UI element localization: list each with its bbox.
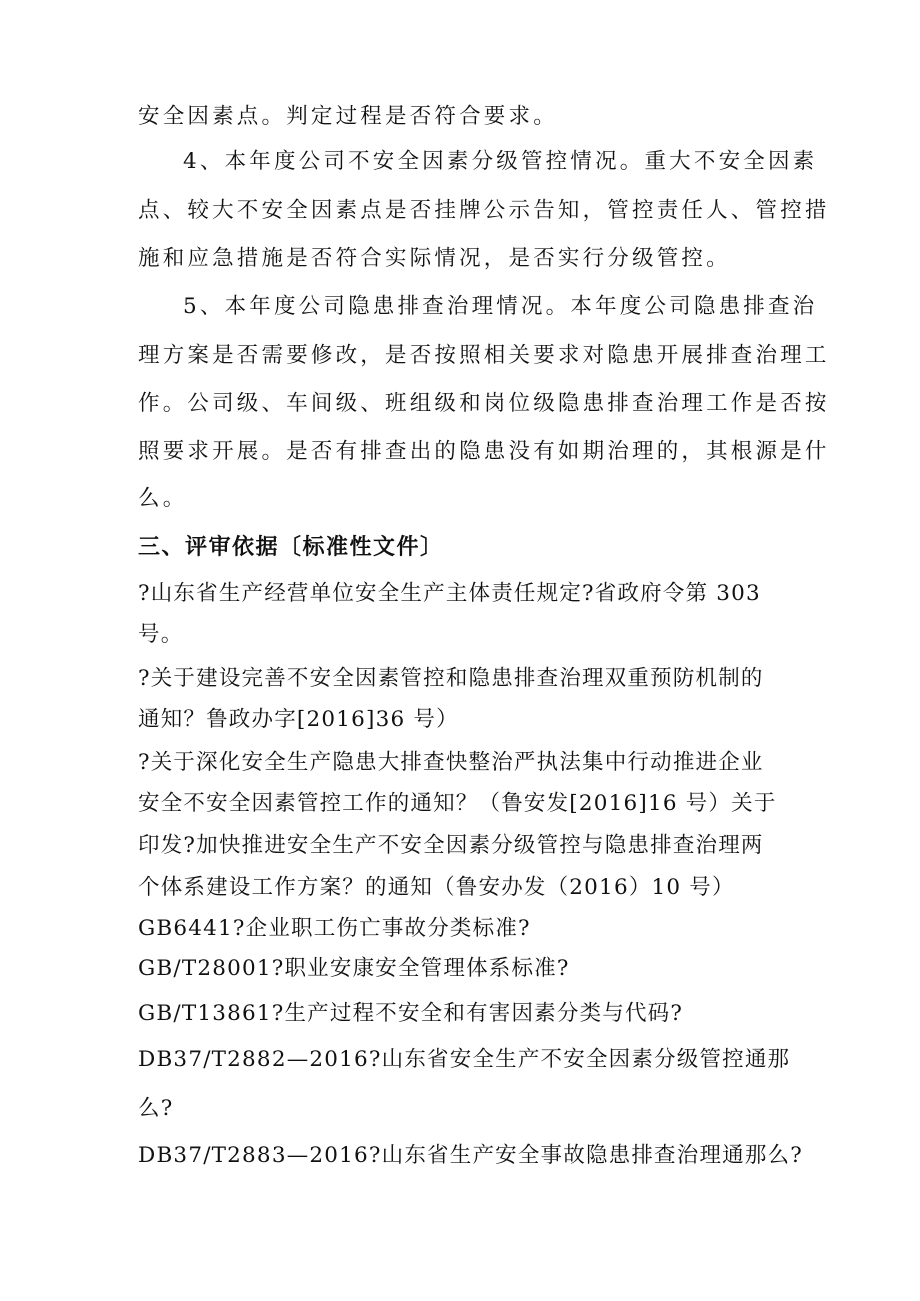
reference-line: DB37/T2882—2016?山东省安全生产不安全因素分级管控通那 [138,1047,791,1072]
reference-line: 印发?加快推进安全生产不安全因素分级管控与隐患排查治理两 [138,833,764,858]
paragraph-5-line-3: 作。公司级、车间级、班组级和岗位级隐患排查治理工作是否按 [138,391,830,416]
reference-line: DB37/T2883—2016?山东省生产安全事故隐患排查治理通那么? [138,1143,803,1168]
reference-line: 安全不安全因素管控工作的通知？（鲁安发[2016]16 号）关于 [138,791,777,816]
paragraph-5-line-1: 5、本年度公司隐患排查治理情况。本年度公司隐患排查治 [183,294,818,319]
reference-line: 个体系建设工作方案？的通知（鲁安办发（2016）10 号） [138,875,735,900]
reference-line: GB6441?企业职工伤亡事故分类标准? [138,916,531,941]
reference-line: ?关于建设完善不安全因素管控和隐患排查治理双重预防机制的 [138,666,764,691]
reference-line: GB/T28001?职业安康安全管理体系标准? [138,956,570,981]
paragraph-4-line-3: 施和应急措施是否符合实际情况，是否实行分级管控。 [138,246,731,271]
paragraph-4-line-2: 点、较大不安全因素点是否挂牌公示告知，管控责任人、管控措 [138,198,830,223]
reference-line: 通知？鲁政办字[2016]36 号） [138,707,459,732]
reference-line: GB/T13861?生产过程不安全和有害因素分类与代码? [138,1001,684,1026]
paragraph-5-line-4: 照要求开展。是否有排查出的隐患没有如期治理的，其根源是什 [138,439,830,464]
reference-line: 号。 [138,622,184,647]
reference-line: ?山东省生产经营单位安全生产主体责任规定?省政府令第 303 [138,581,761,606]
reference-line: 么? [138,1096,174,1121]
paragraph-3-end: 安全因素点。判定过程是否符合要求。 [138,104,558,129]
paragraph-4-line-1: 4、本年度公司不安全因素分级管控情况。重大不安全因素 [183,149,818,174]
paragraph-5-line-5: 么。 [138,486,188,511]
paragraph-5-line-2: 理方案是否需要修改，是否按照相关要求对隐患开展排查治理工 [138,343,830,368]
reference-line: ?关于深化安全生产隐患大排查快整治严执法集中行动推进企业 [138,750,764,775]
section-heading: 三、评审依据〔标准性文件〕 [138,535,444,560]
